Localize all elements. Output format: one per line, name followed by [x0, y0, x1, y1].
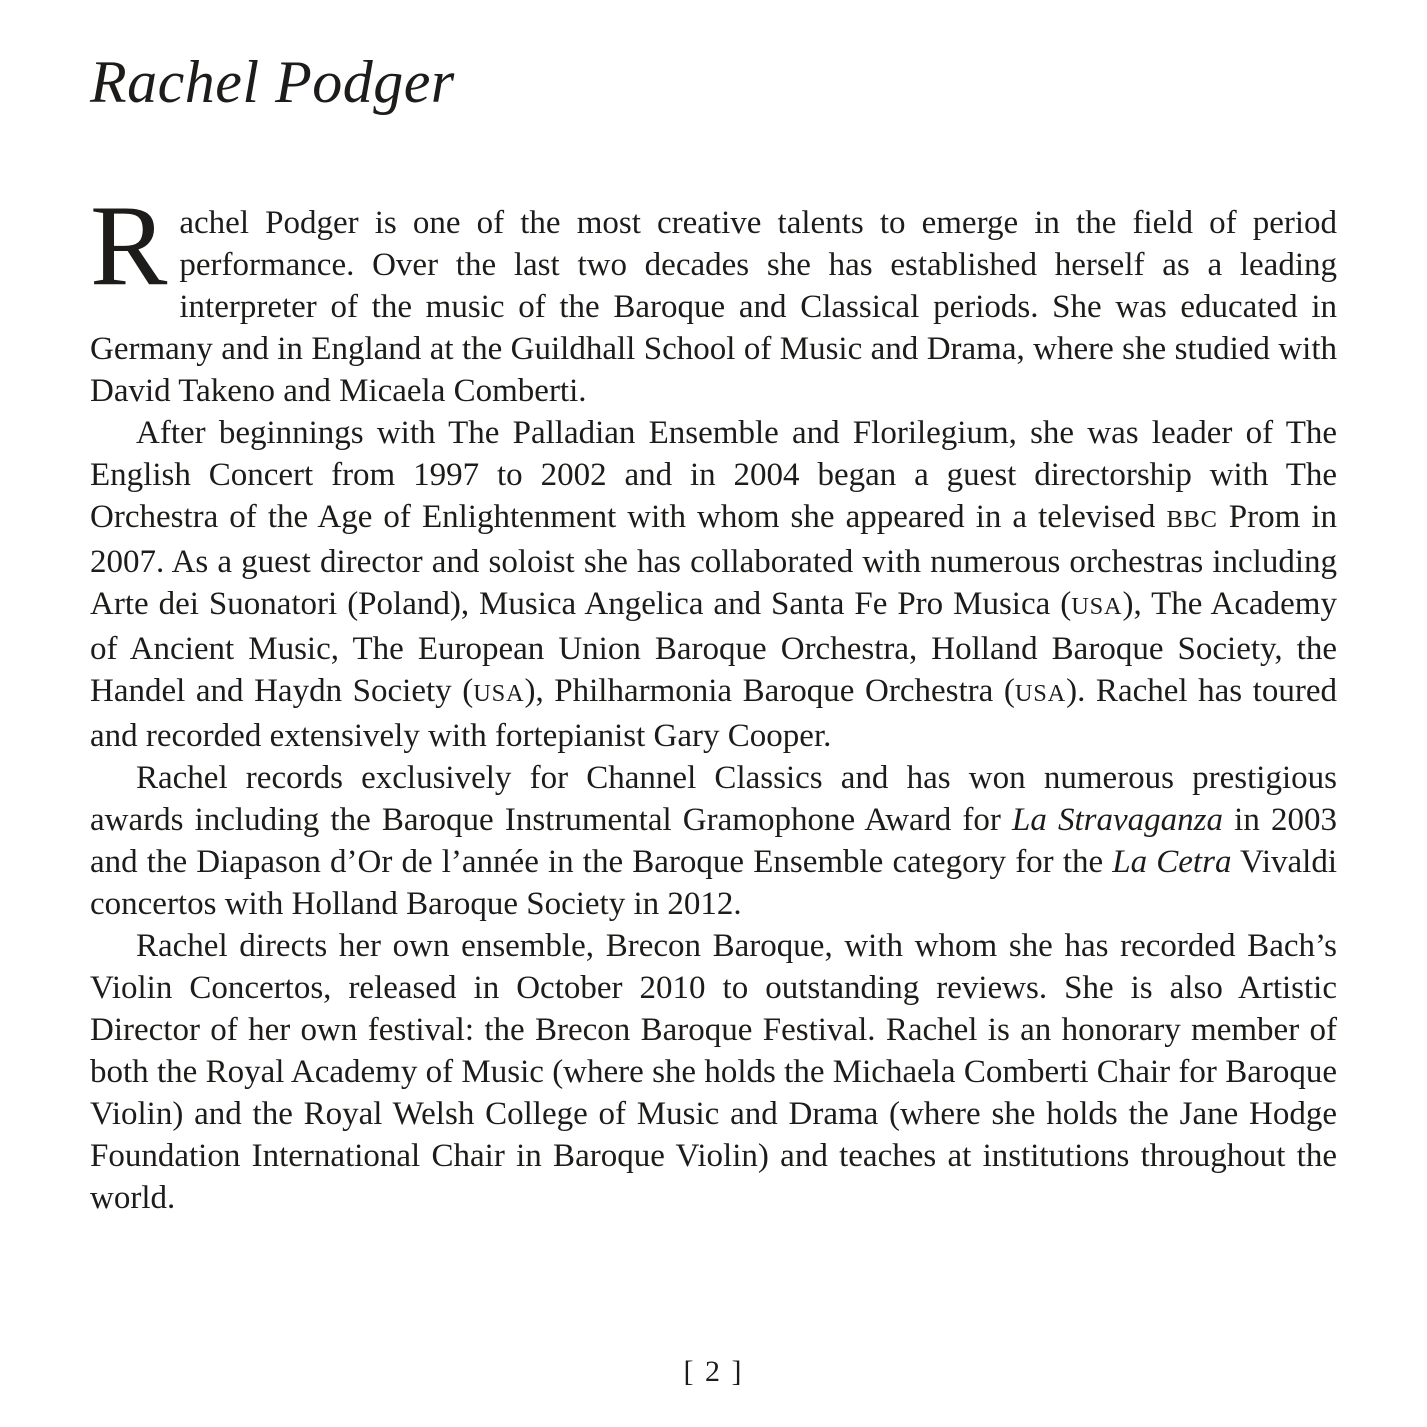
- page-number: [ 2 ]: [683, 1355, 744, 1388]
- biography-text: [90, 182, 1338, 1219]
- paragraph-4: [90, 925, 1337, 1219]
- text-run: After beginnings with The Palladian Ensemble and Florilegium, she was leader of The English Concert from 1997 to 2002 and in 2004 began a guest directorship with The Orchestra of the Age of Enlightenment with whom she appeared in a televised: [90, 415, 1337, 535]
- drop-cap: R: [90, 182, 168, 310]
- text-run: ). Rachel has toured and recorded extensively with fortepianist Gary Cooper.: [90, 673, 1337, 754]
- text-run: ), The Academy of Ancient Music, The European Union Baroque Orchestra, Holland Baroque Society, the Handel and Haydn Society (: [90, 586, 1337, 709]
- smallcaps-text-run: BBC: [1166, 506, 1218, 533]
- paragraph-1: [90, 182, 1337, 412]
- paragraph-2-text: [90, 415, 1337, 754]
- text-run: Rachel records exclusively for Channel Classics and has won numerous prestigious awards including the Baroque Instrumental Gramophone Award for: [90, 760, 1337, 838]
- smallcaps-text-run: USA: [473, 680, 525, 707]
- text-run: in 2003 and the Diapason d’Or de l’année in the Baroque Ensemble category for the: [90, 802, 1338, 880]
- italic-text-run: La Cetra: [1112, 844, 1232, 880]
- smallcaps-text-run: USA: [1071, 593, 1123, 620]
- italic-text-run: La Stravaganza: [1012, 802, 1224, 838]
- text-run: Prom in 2007. As a guest director and soloist she has collaborated with numerous orchestras including Arte dei Suonatori (Poland), Musica Angelica and Santa Fe Pro Musica (: [90, 499, 1337, 622]
- text-run: achel Podger is one of the most creative talents to emerge in the field of period performance. Over the last two decades she has established herself as a leading interpreter of the music of the Baroque and Classical periods. She was educated in Germany and in England at the Guildhall School of Music and Drama, where she studied with David Takeno and Micaela Comberti.: [90, 205, 1337, 409]
- paragraph-3: [90, 757, 1337, 925]
- paragraph-2: [90, 412, 1337, 757]
- text-run: ), Philharmonia Baroque Orchestra (: [524, 673, 1015, 709]
- paragraph-3-text: [90, 760, 1337, 922]
- paragraph-1-text: [90, 205, 1337, 409]
- paragraph-4-text: [90, 928, 1337, 1216]
- text-run: Vivaldi concertos with Holland Baroque Society in 2012.: [90, 844, 1337, 922]
- smallcaps-text-run: USA: [1014, 680, 1067, 707]
- page-title: Rachel Podger: [90, 49, 455, 115]
- text-run: Rachel directs her own ensemble, Brecon Baroque, with whom she has recorded Bach’s Violin Concertos, released in October 2010 to outstanding reviews. She is also Artistic Director of her own festival: the Brecon Baroque Festival. Rachel is an honorary member of both the Royal Academy of Music (where she holds the Michaela Comberti Chair for Baroque Violin) and the Royal Welsh College of Music and Drama (where she holds the Jane Hodge Foundation International Chair in Baroque Violin) and teaches at institutions throughout the world.: [90, 928, 1337, 1216]
